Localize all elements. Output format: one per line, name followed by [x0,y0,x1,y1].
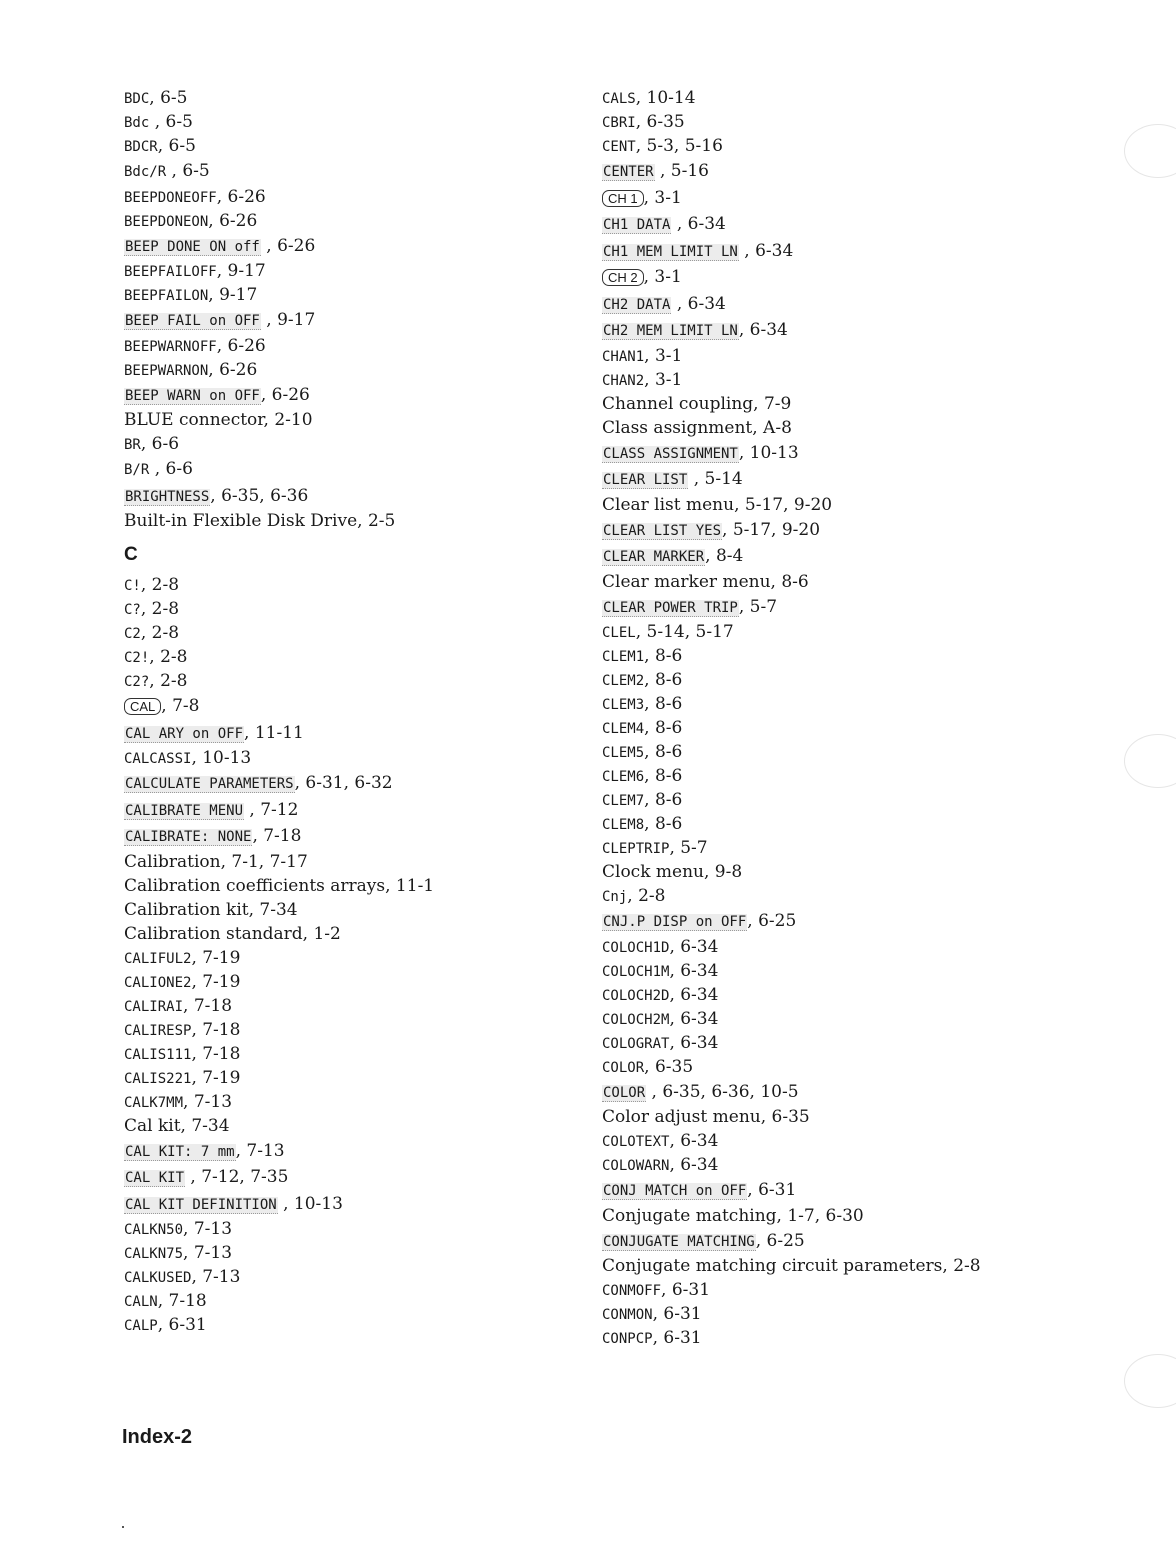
index-entry [602,392,1122,416]
page-refs: , 7-13 [235,1140,285,1161]
page-refs: , 6-5 [149,112,193,132]
index-entry [602,185,1122,212]
index-entry [124,823,564,850]
index-entry [602,134,1122,158]
command-term: CHAN1 [602,348,645,365]
command-term: CALIS221 [124,1070,192,1087]
page-refs: , 5-14, 5-17 [635,622,734,642]
index-entry [124,1090,564,1114]
command-term: CALK7MM [124,1094,184,1111]
index-entry [602,620,1122,644]
index-entry [602,884,1122,908]
index-entry [602,344,1122,368]
softkey-label: CH2 MEM LIMIT LN [603,323,738,339]
command-term: CALS [602,91,636,107]
index-entry [124,693,564,720]
page-refs: , 10-13 [738,442,799,463]
command-term: CLEM1 [602,649,645,665]
page-refs: , 7-19 [191,947,241,968]
command-term: Cnj [602,889,628,905]
index-entry [602,493,1122,517]
index-entry [124,408,564,432]
index-entry [602,1254,1122,1278]
command-term: C! [124,578,141,594]
command-term: CLEM6 [602,769,645,785]
page-refs: , 10-14 [635,88,696,108]
index-entry [124,432,564,456]
index-entry [602,368,1122,392]
page-refs: , 6-34 [669,960,719,981]
index-entry [602,1153,1122,1177]
command-term: CLEM4 [602,721,645,737]
index-entry [602,836,1122,860]
index-entry [602,668,1122,692]
page-refs: , 2-8 [140,623,180,643]
page-refs: , 6-34 [669,1008,719,1029]
index-entry [124,86,564,110]
index-entry [602,517,1122,544]
index-entry [124,334,564,358]
softkey-label: CONJ MATCH on OFF [603,1183,747,1199]
hardkey-label: CH 1 [602,190,644,207]
page-refs: , 10-13 [277,1193,343,1214]
softkey-label: CLEAR LIST YES [603,522,722,539]
page-refs: , 8-6 [644,790,683,810]
index-entry [124,1114,564,1138]
command-term: CLEM3 [602,697,645,713]
topic-term: Clock menu, 9-8 [602,862,743,882]
page-refs: , 6-34 [738,240,794,261]
index-entry [602,1007,1122,1031]
page-refs: , 6-34 [738,320,788,340]
binder-hole [1124,734,1176,788]
page-refs: , 6-26 [208,359,258,380]
page-refs: , 6-35 [635,112,685,132]
index-entry [124,134,564,158]
command-term: COLOCH1D [602,939,670,956]
topic-term: Channel coupling, 7-9 [602,393,792,414]
index-entry [602,692,1122,716]
command-term: CENT [602,139,636,155]
command-term: Bdc [124,115,150,131]
page-refs: , 6-26 [260,384,310,405]
topic-term: Class assignment, A-8 [602,417,792,438]
command-term: CALKUSED [124,1270,192,1286]
index-entry [602,466,1122,493]
command-term: CONPCP [602,1331,653,1347]
softkey-label: CAL ARY on OFF [125,725,244,742]
page-refs: , 5-7 [738,596,778,617]
index-entry [602,983,1122,1007]
softkey-label: CH1 DATA [603,217,671,233]
index-entry [124,1265,564,1289]
page-refs: , 2-8 [149,671,188,691]
page-refs: , 6-26 [216,186,266,207]
index-entry [124,922,564,946]
page-refs: , 6-26 [208,210,258,231]
page-refs: , 6-26 [260,235,316,256]
page-refs: , 3-1 [644,345,683,366]
page-refs: , 8-6 [644,766,683,786]
page-refs: , 5-7 [669,838,708,858]
page-refs: , 6-5 [157,136,196,156]
page-refs: , 7-12 [244,799,299,820]
page-refs: , 2-8 [140,599,180,619]
page-refs: , 6-6 [140,434,180,454]
command-term: CALN [124,1294,158,1310]
page-refs: , 8-6 [644,814,683,834]
index-entry [602,860,1122,884]
softkey-label: CAL KIT DEFINITION [125,1196,277,1213]
page-refs: , 6-34 [669,984,719,1005]
page-refs: , 6-25 [755,1230,805,1251]
softkey-label: CH1 MEM LIMIT LN [603,243,738,260]
index-entry [124,970,564,994]
index-column-right [602,86,1122,1350]
index-entry [602,1177,1122,1204]
index-entry [124,283,564,307]
page-refs: , 2-8 [140,575,180,595]
index-entry [124,185,564,209]
index-entry [602,1228,1122,1255]
index-entry [602,716,1122,740]
index-entry [602,1105,1122,1129]
page-refs: , 6-35 [644,1056,694,1077]
page-refs: , 3-1 [644,369,683,390]
page-refs: , 6-34 [669,1032,719,1053]
index-entry [124,1313,564,1337]
command-term: C2! [124,650,150,666]
command-term: CALIFUL2 [124,950,192,967]
command-term: CALP [124,1318,158,1334]
softkey-label: CENTER [603,164,654,180]
page-refs: , 5-3, 5-16 [635,136,723,156]
page-refs: , 7-19 [191,971,241,992]
page-refs: , 6-31 [157,1315,207,1335]
index-entry [602,211,1122,238]
page-refs: , 6-31 [652,1304,702,1324]
softkey-label: CALCULATE PARAMETERS [125,776,294,792]
index-entry [602,1031,1122,1055]
page-refs: , 8-6 [644,694,683,714]
index-entry [124,669,564,693]
softkey-label: CLEAR LIST [603,472,688,488]
index-entry [124,1138,564,1165]
command-term: CALKN75 [124,1246,184,1262]
command-term: C2? [124,674,150,690]
index-column-left [124,86,564,1337]
topic-term: Conjugate matching circuit parameters, 2-8 [602,1256,981,1276]
index-entry [124,874,564,898]
command-term: BDC [124,91,150,107]
index-entry [602,1302,1122,1326]
command-term: BEEPDONEON [124,213,209,230]
page-refs: , 6-34 [671,293,726,314]
command-term: COLOCH1M [602,963,670,980]
softkey-label: CLASS ASSIGNMENT [603,445,738,462]
command-term: C2 [124,626,141,642]
page-refs: , 6-35, 6-36, 10-5 [646,1081,799,1102]
command-term: BR [124,437,141,453]
topic-term: Cal kit, 7-34 [124,1115,230,1136]
command-term: COLOGRAT [602,1035,670,1052]
command-term: BEEPFAILOFF [124,264,217,280]
page-refs: , 6-34 [669,1155,719,1175]
page-refs: , 7-18 [157,1291,207,1311]
index-entry [124,110,564,134]
page-refs: , 6-25 [747,911,797,931]
command-term: CONMOFF [602,1283,662,1299]
command-term: CLEPTRIP [602,841,670,857]
page-refs: , 7-18 [191,1043,241,1064]
command-term: CALKN50 [124,1222,184,1238]
command-term: CBRI [602,115,636,131]
page-refs: , 6-31 [661,1280,711,1300]
index-entry [602,935,1122,959]
command-term: CHAN2 [602,372,645,389]
index-entry [602,908,1122,935]
index-entry [602,1204,1122,1228]
softkey-label: CNJ.P DISP on OFF [603,914,747,930]
index-entry [602,764,1122,788]
index-entry [124,797,564,824]
topic-term: Color adjust menu, 6-35 [602,1107,810,1127]
index-entry [124,307,564,334]
index-entry [602,644,1122,668]
page-refs: , 6-5 [149,88,188,108]
softkey-label: CALIBRATE MENU [125,802,244,819]
page-refs: , 6-34 [671,214,726,234]
command-term: BEEPWARNON [124,362,209,379]
index-entry [124,1042,564,1066]
index-entry [602,740,1122,764]
index-entry [602,788,1122,812]
topic-term: BLUE connector, 2-10 [124,410,313,430]
topic-term: Clear list menu, 5-17, 9-20 [602,494,833,515]
index-entry [124,946,564,970]
index-entry [124,720,564,747]
index-entry [602,440,1122,467]
index-entry [124,158,564,185]
topic-term: Calibration, 7-1, 7-17 [124,851,308,872]
index-entry [124,382,564,409]
page-refs: , 7-19 [191,1067,241,1088]
page-refs: , 3-1 [643,267,682,287]
command-term: CLEM2 [602,673,645,689]
command-term: CLEM8 [602,817,645,833]
command-term: BEEPFAILON [124,288,209,304]
command-term: COLOR [602,1059,645,1076]
command-term: COLOCH2M [602,1011,670,1028]
page-refs: , 7-12, 7-35 [185,1167,289,1187]
page-refs: , 6-31 [652,1328,702,1348]
index-entry [124,483,564,510]
command-term: CONMON [602,1307,653,1323]
index-entry [602,1129,1122,1153]
command-term: CALIRAI [124,998,184,1015]
command-term: CALCASSI [124,751,192,767]
index-entry [124,233,564,260]
index-entry [124,994,564,1018]
index-entry [602,317,1122,344]
index-entry [602,570,1122,594]
binder-hole [1124,1354,1176,1408]
page-refs: , 5-17, 9-20 [722,519,821,540]
page-refs: , 7-8 [161,696,200,716]
index-entry [124,1191,564,1218]
index-entry [602,543,1122,570]
index-entry [124,1289,564,1313]
index-entry [602,1055,1122,1079]
softkey-label: CALIBRATE: NONE [125,829,252,845]
index-entry [124,746,564,770]
page-refs: , 9-17 [260,310,316,330]
index-entry [124,1217,564,1241]
page-refs: , 3-1 [643,187,682,208]
index-entry [124,621,564,645]
command-term: BDCR [124,139,158,155]
index-entry [602,1079,1122,1106]
command-term: Bdc/R [124,164,167,180]
page-refs: , 10-13 [191,748,252,768]
command-term: CLEL [602,625,636,641]
command-term: CALIS111 [124,1046,192,1063]
page-refs: , 11-11 [244,722,304,743]
index-entry [124,597,564,621]
page-refs: , 8-6 [644,670,683,690]
command-term: CALIONE2 [124,974,192,991]
page-refs: , 7-13 [183,1243,233,1263]
index-entry [124,358,564,382]
softkey-label: CAL KIT [125,1170,185,1186]
command-term: CALIRESP [124,1022,192,1039]
index-entry [602,291,1122,318]
index-entry [602,158,1122,185]
page-refs: , 6-31 [747,1180,797,1200]
page-refs: , 5-16 [654,161,709,181]
index-entry [602,1278,1122,1302]
softkey-label: CH2 DATA [603,296,671,313]
page-refs: , 6-34 [669,936,719,957]
page-refs: , 7-13 [191,1267,241,1287]
softkey-label: BEEP DONE ON off [125,238,260,255]
index-entry [124,770,564,797]
index-entry [124,1241,564,1265]
topic-term: Built-in Flexible Disk Drive, 2-5 [124,511,396,531]
page-footer: Index-2 [122,1426,193,1448]
topic-term: Calibration coefficients arrays, 11-1 [124,875,435,896]
page-refs: , 6-34 [669,1131,719,1151]
index-entry [124,1066,564,1090]
page-refs: , 6-31, 6-32 [294,773,393,793]
index-entry [124,209,564,233]
softkey-label: BRIGHTNESS [125,488,210,505]
page-refs: , 7-18 [183,995,233,1016]
command-term: CLEM7 [602,793,645,809]
index-entry [124,850,564,874]
page-refs: , 8-4 [705,546,744,566]
index-entry [124,259,564,283]
index-entry [602,264,1122,291]
index-entry [124,573,564,597]
page-refs: , 6-5 [166,161,210,181]
hardkey-label: CAL [124,698,161,715]
index-entry [602,594,1122,621]
topic-term: Clear marker menu, 8-6 [602,571,809,592]
topic-term: Calibration kit, 7-34 [124,899,298,920]
page-refs: , 9-17 [216,261,266,281]
index-entry [124,1164,564,1191]
index-entry [602,416,1122,440]
command-term: B/R [124,462,150,478]
page-refs: , 8-6 [644,646,683,666]
index-entry [124,456,564,483]
index-entry [124,509,564,533]
topic-term: Calibration standard, 1-2 [124,923,341,944]
binder-hole [1124,124,1176,178]
command-term: CLEM5 [602,745,645,761]
page-refs: , 6-6 [149,459,193,479]
softkey-label: COLOR [603,1084,646,1101]
softkey-label: BEEP FAIL on OFF [125,313,260,329]
command-term: BEEPWARNOFF [124,338,217,355]
speck [122,1526,124,1528]
page-refs: , 9-17 [208,285,258,305]
index-entry [602,959,1122,983]
index-entry [602,110,1122,134]
command-term: BEEPDONEOFF [124,189,217,206]
section-heading: C [124,544,138,565]
softkey-label: CAL KIT: 7 mm [125,1143,235,1160]
page-refs: , 6-26 [216,335,266,356]
command-term: COLOTEXT [602,1134,670,1150]
page-refs: , 8-6 [644,742,683,762]
page-refs: , 7-18 [252,826,302,846]
page-refs: , 2-8 [627,886,666,906]
command-term: COLOWARN [602,1158,670,1174]
page-refs: , 6-35, 6-36 [210,485,309,506]
page-refs: , 2-8 [149,647,188,667]
command-term: COLOCH2D [602,987,670,1004]
index-entry [602,812,1122,836]
page-refs: , 5-14 [688,469,743,489]
page-refs: , 8-6 [644,718,683,738]
page-refs: , 7-13 [183,1219,233,1239]
page-refs: , 7-18 [191,1019,241,1040]
index-entry [124,898,564,922]
softkey-label: CONJUGATE MATCHING [603,1233,755,1250]
softkey-label: BEEP WARN on OFF [125,387,260,404]
index-entry [124,645,564,669]
topic-term: Conjugate matching, 1-7, 6-30 [602,1205,864,1226]
index-entry [602,238,1122,265]
index-entry [602,86,1122,110]
index-entry [124,1018,564,1042]
index-entry [602,1326,1122,1350]
softkey-label: CLEAR MARKER [603,549,705,565]
hardkey-label: CH 2 [602,269,644,286]
softkey-label: CLEAR POWER TRIP [603,599,738,616]
command-term: C? [124,602,141,618]
page-refs: , 7-13 [183,1091,233,1112]
